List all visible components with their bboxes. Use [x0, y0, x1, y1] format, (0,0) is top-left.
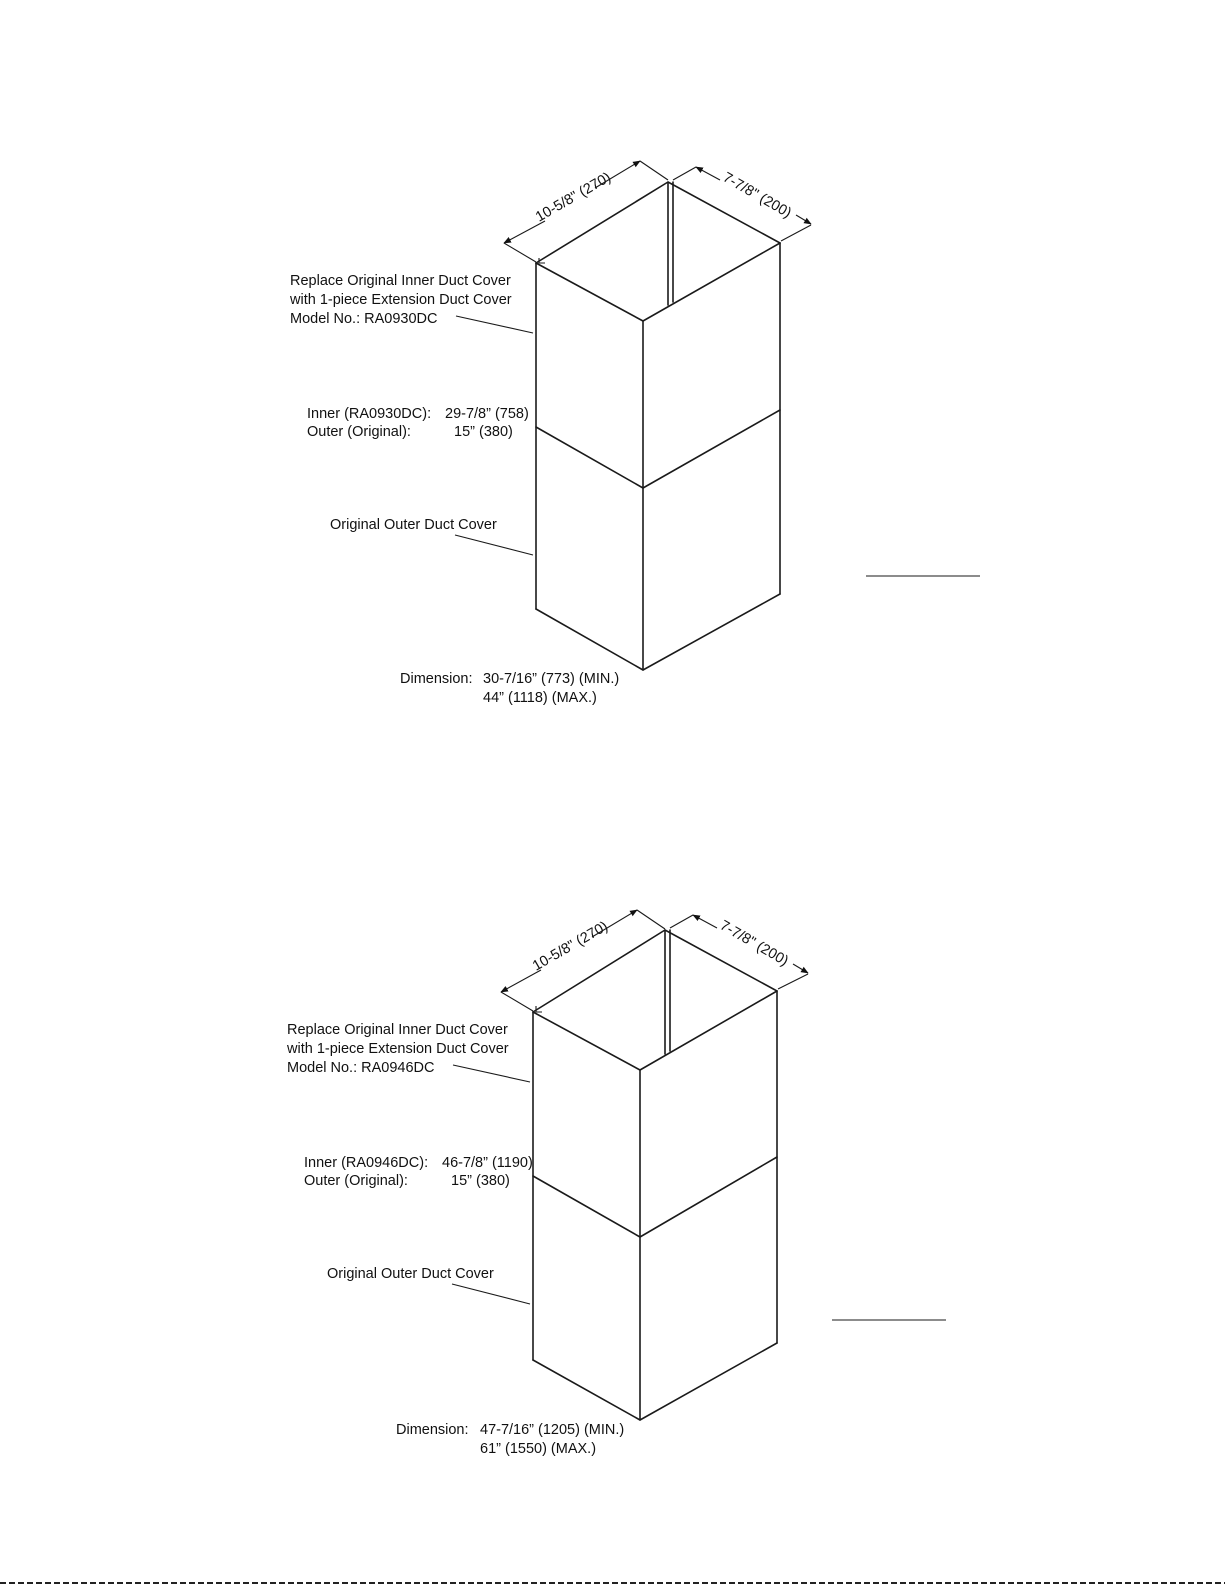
inner-label-2: Inner (RA0946DC): — [304, 1155, 429, 1171]
duct-box-2 — [533, 930, 777, 1420]
length-spec-1 — [307, 406, 529, 440]
depth-label-1: 7-7/8" (200) — [720, 169, 794, 222]
dimension-label-2: Dimension: — [396, 1422, 469, 1438]
outer-label-2: Outer (Original): — [304, 1173, 408, 1189]
depth-dimension-2 — [670, 915, 808, 989]
outer-cover-label-2: Original Outer Duct Cover — [327, 1266, 494, 1282]
outer-cover-label-1: Original Outer Duct Cover — [330, 517, 497, 533]
callout-replace-line2-1: with 1-piece Extension Duct Cover — [290, 292, 512, 308]
callout-replace-1 — [289, 273, 533, 333]
callout-outer-1 — [330, 517, 533, 555]
width-dimension-2 — [501, 910, 665, 1011]
inner-label-1: Inner (RA0930DC): — [307, 406, 432, 422]
dimension-min-2: 47-7/16” (1205) (MIN.) — [480, 1422, 625, 1438]
callout-replace-2 — [286, 1022, 530, 1082]
width-label-2: 10-5/8" (270) — [530, 918, 611, 975]
overall-dimension-2 — [396, 1422, 624, 1457]
width-dimension-1 — [504, 161, 668, 262]
outer-value-2: 15” (380) — [451, 1173, 510, 1189]
callout-replace-line3-1: Model No.: RA0930DC — [290, 311, 438, 327]
callout-replace-line1-2: Replace Original Inner Duct Cover — [287, 1022, 508, 1038]
dimension-max-1: 44” (1118) (MAX.) — [483, 690, 597, 706]
inner-value-1: 29-7/8” (758) — [445, 406, 529, 422]
duct-cover-diagram-2 — [286, 910, 946, 1457]
callout-replace-line3-2: Model No.: RA0946DC — [287, 1060, 435, 1076]
depth-dimension-1 — [673, 167, 811, 241]
outer-label-1: Outer (Original): — [307, 424, 411, 440]
length-spec-2 — [304, 1155, 533, 1189]
overall-dimension-1 — [400, 671, 619, 706]
duct-box-1 — [536, 182, 780, 670]
dimension-min-1: 30-7/16” (773) (MIN.) — [483, 671, 620, 687]
inner-value-2: 46-7/8” (1190) — [442, 1155, 533, 1171]
dimension-max-2: 61” (1550) (MAX.) — [480, 1441, 597, 1457]
callout-outer-2 — [327, 1266, 530, 1304]
outer-value-1: 15” (380) — [454, 424, 513, 440]
depth-label-2: 7-7/8" (200) — [717, 917, 791, 970]
callout-replace-line1-1: Replace Original Inner Duct Cover — [290, 273, 511, 289]
dimension-label-1: Dimension: — [400, 671, 473, 687]
duct-cover-diagram-1 — [289, 161, 980, 706]
callout-replace-line2-2: with 1-piece Extension Duct Cover — [287, 1041, 509, 1057]
width-label-1: 10-5/8" (270) — [533, 169, 614, 226]
